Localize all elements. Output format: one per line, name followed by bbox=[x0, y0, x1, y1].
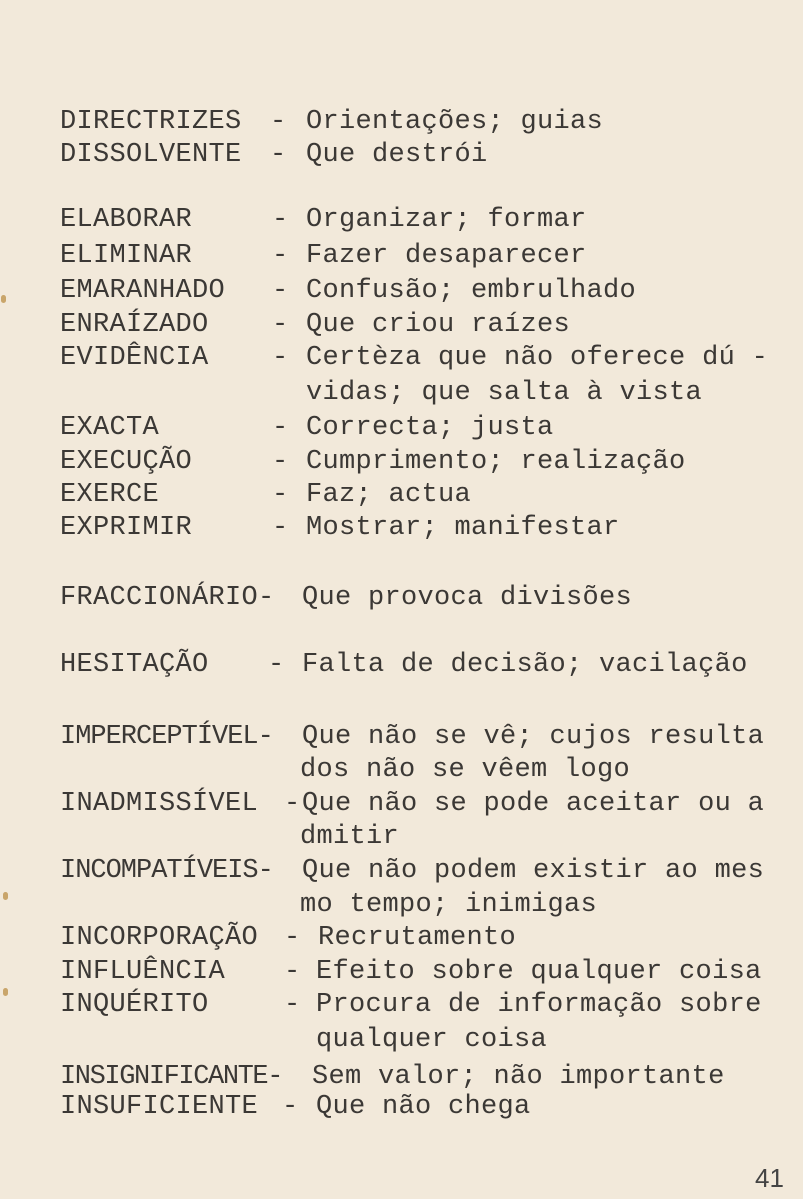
definition: Que não se pode aceitar ou a bbox=[302, 789, 765, 819]
definition-continuation: dmitir bbox=[300, 822, 400, 852]
separator: - bbox=[270, 140, 287, 170]
definition: Faz; actua bbox=[306, 480, 472, 510]
term: DIRECTRIZES bbox=[60, 107, 242, 137]
definition: Sem valor; não importante bbox=[312, 1062, 725, 1092]
definition: Cumprimento; realização bbox=[306, 447, 686, 477]
term: INFLUÊNCIA bbox=[60, 957, 226, 987]
definition: Que provoca divisões bbox=[302, 583, 633, 613]
definition: Recrutamento bbox=[318, 923, 517, 953]
definition: Que não chega bbox=[316, 1092, 531, 1122]
term: EXACTA bbox=[60, 413, 160, 443]
definition-continuation: vidas; que salta à vista bbox=[306, 378, 703, 408]
paper-stain bbox=[1, 295, 6, 303]
definition: Que não se vê; cujos resulta bbox=[302, 722, 765, 752]
separator: - bbox=[284, 789, 301, 819]
separator: - bbox=[272, 343, 289, 373]
definition: Correcta; justa bbox=[306, 413, 554, 443]
term: INADMISSÍVEL bbox=[60, 789, 259, 819]
term: FRACCIONÁRIO- bbox=[60, 583, 275, 613]
term: ELIMINAR bbox=[60, 241, 193, 271]
separator: - bbox=[284, 923, 301, 953]
term: ENRAÍZADO bbox=[60, 310, 209, 340]
definition: Falta de decisão; vacilação bbox=[302, 650, 748, 680]
definition-continuation: mo tempo; inimigas bbox=[300, 890, 598, 920]
page-number: 41 bbox=[755, 1163, 784, 1193]
term: INSUFICIENTE bbox=[60, 1092, 259, 1122]
term: INCOMPATÍVEIS- bbox=[60, 856, 273, 886]
separator: - bbox=[272, 413, 289, 443]
term: EMARANHADO bbox=[60, 276, 226, 306]
definition: Mostrar; manifestar bbox=[306, 513, 620, 543]
term: INQUÉRITO bbox=[60, 990, 209, 1020]
term: EVIDÊNCIA bbox=[60, 343, 209, 373]
separator: - bbox=[268, 650, 285, 680]
definition: Confusão; embrulhado bbox=[306, 276, 637, 306]
separator: - bbox=[272, 513, 289, 543]
term: EXECUÇÃO bbox=[60, 447, 193, 477]
definition: Que criou raízes bbox=[306, 310, 571, 340]
definition: Organizar; formar bbox=[306, 205, 587, 235]
definition: Que não podem existir ao mes bbox=[302, 856, 765, 886]
separator: - bbox=[284, 957, 301, 987]
separator: - bbox=[282, 1092, 299, 1122]
separator: - bbox=[272, 205, 289, 235]
definition: Procura de informação sobre bbox=[316, 990, 762, 1020]
paper-stain bbox=[3, 988, 8, 996]
separator: - bbox=[270, 107, 287, 137]
definition-continuation: dos não se vêem logo bbox=[300, 755, 631, 785]
term: DISSOLVENTE bbox=[60, 140, 242, 170]
separator: - bbox=[272, 310, 289, 340]
definition: Que destrói bbox=[306, 140, 488, 170]
separator: - bbox=[284, 990, 301, 1020]
paper-stain bbox=[3, 892, 8, 900]
term: IMPERCEPTÍVEL- bbox=[60, 722, 273, 752]
separator: - bbox=[272, 276, 289, 306]
definition: Orientações; guias bbox=[306, 107, 604, 137]
definition: Fazer desaparecer bbox=[306, 241, 587, 271]
definition: Efeito sobre qualquer coisa bbox=[316, 957, 762, 987]
separator: - bbox=[272, 480, 289, 510]
term: INCORPORAÇÃO bbox=[60, 923, 259, 953]
term: EXPRIMIR bbox=[60, 513, 193, 543]
term: EXERCE bbox=[60, 480, 160, 510]
separator: - bbox=[272, 241, 289, 271]
term: INSIGNIFICANTE- bbox=[60, 1062, 283, 1092]
definition-continuation: qualquer coisa bbox=[316, 1025, 548, 1055]
definition: Certèza que não oferece dú - bbox=[306, 343, 769, 373]
term: ELABORAR bbox=[60, 205, 193, 235]
term: HESITAÇÃO bbox=[60, 650, 209, 680]
separator: - bbox=[272, 447, 289, 477]
